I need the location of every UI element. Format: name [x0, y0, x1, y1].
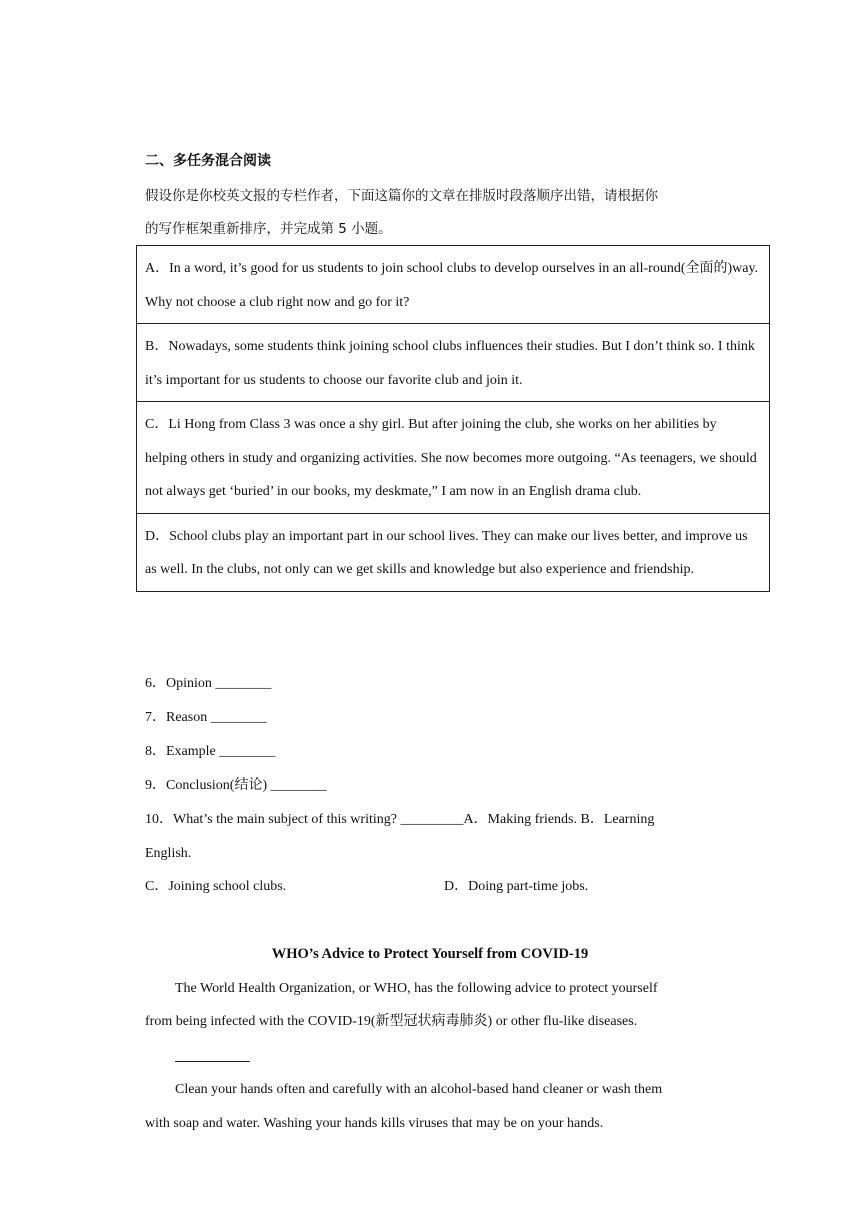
article-paragraph-2-line-2: with soap and water. Washing your hands kills viruses that may be on your hands.	[145, 1116, 604, 1131]
article-title: WHO’s Advice to Protect Yourself from COVID-19	[271, 946, 589, 962]
option-c: C．Joining school clubs.	[145, 879, 287, 894]
option-d: D．Doing part-time jobs.	[444, 879, 589, 894]
question-7: 7．Reason ________	[145, 710, 267, 725]
paragraph-table	[136, 245, 770, 592]
answer-blank	[175, 1061, 250, 1062]
article-paragraph-2-line-1: Clean your hands often and carefully with an alcohol-based hand cleaner or wash them	[175, 1082, 663, 1097]
table-row	[137, 402, 770, 514]
paragraph-d: D．School clubs play an important part in our school lives. They can make our lives better, and improve us as well. In the clubs, not only can we get skills and knowledge but also experience and friendship.	[137, 513, 770, 591]
paragraph-b: B．Nowadays, some students think joining school clubs influences their studies. But I don’t think so. I think it’s important for us students to choose our favorite club and join it.	[137, 324, 770, 402]
intro-line-2: 的写作框架重新排序，并完成第 5 小题。	[145, 221, 392, 237]
table-row	[137, 513, 770, 591]
question-10-continued: English.	[145, 846, 192, 861]
question-6: 6．Opinion ________	[145, 676, 272, 691]
table-row	[137, 246, 770, 324]
question-9: 9．Conclusion(结论) ________	[145, 778, 327, 793]
table-row	[137, 324, 770, 402]
intro-line-1: 假设你是你校英文报的专栏作者，下面这篇你的文章在排版时段落顺序出错，请根据你	[145, 188, 658, 204]
paragraph-a: A．In a word, it’s good for us students to join school clubs to develop ourselves in an all-round(全面的)way. Why not choose a club right now and go for it?	[137, 246, 770, 324]
question-8: 8．Example ________	[145, 744, 276, 759]
article-paragraph-1-line-2: from being infected with the COVID-19(新型冠状病毒肺炎) or other flu-like diseases.	[145, 1014, 638, 1029]
question-10: 10．What’s the main subject of this writing? _________A．Making friends. B．Learning	[145, 812, 655, 827]
paragraph-c: C．Li Hong from Class 3 was once a shy girl. But after joining the club, she works on her abilities by helping others in study and organizing activities. She now becomes more outgoing. “As teenagers, we should not always get ‘buried’ in our books, my deskmate,” I am now in an English drama club.	[137, 402, 770, 514]
section-title: 二、多任务混合阅读	[145, 153, 271, 169]
article-paragraph-1-line-1: The World Health Organization, or WHO, has the following advice to protect yourself	[175, 981, 658, 996]
